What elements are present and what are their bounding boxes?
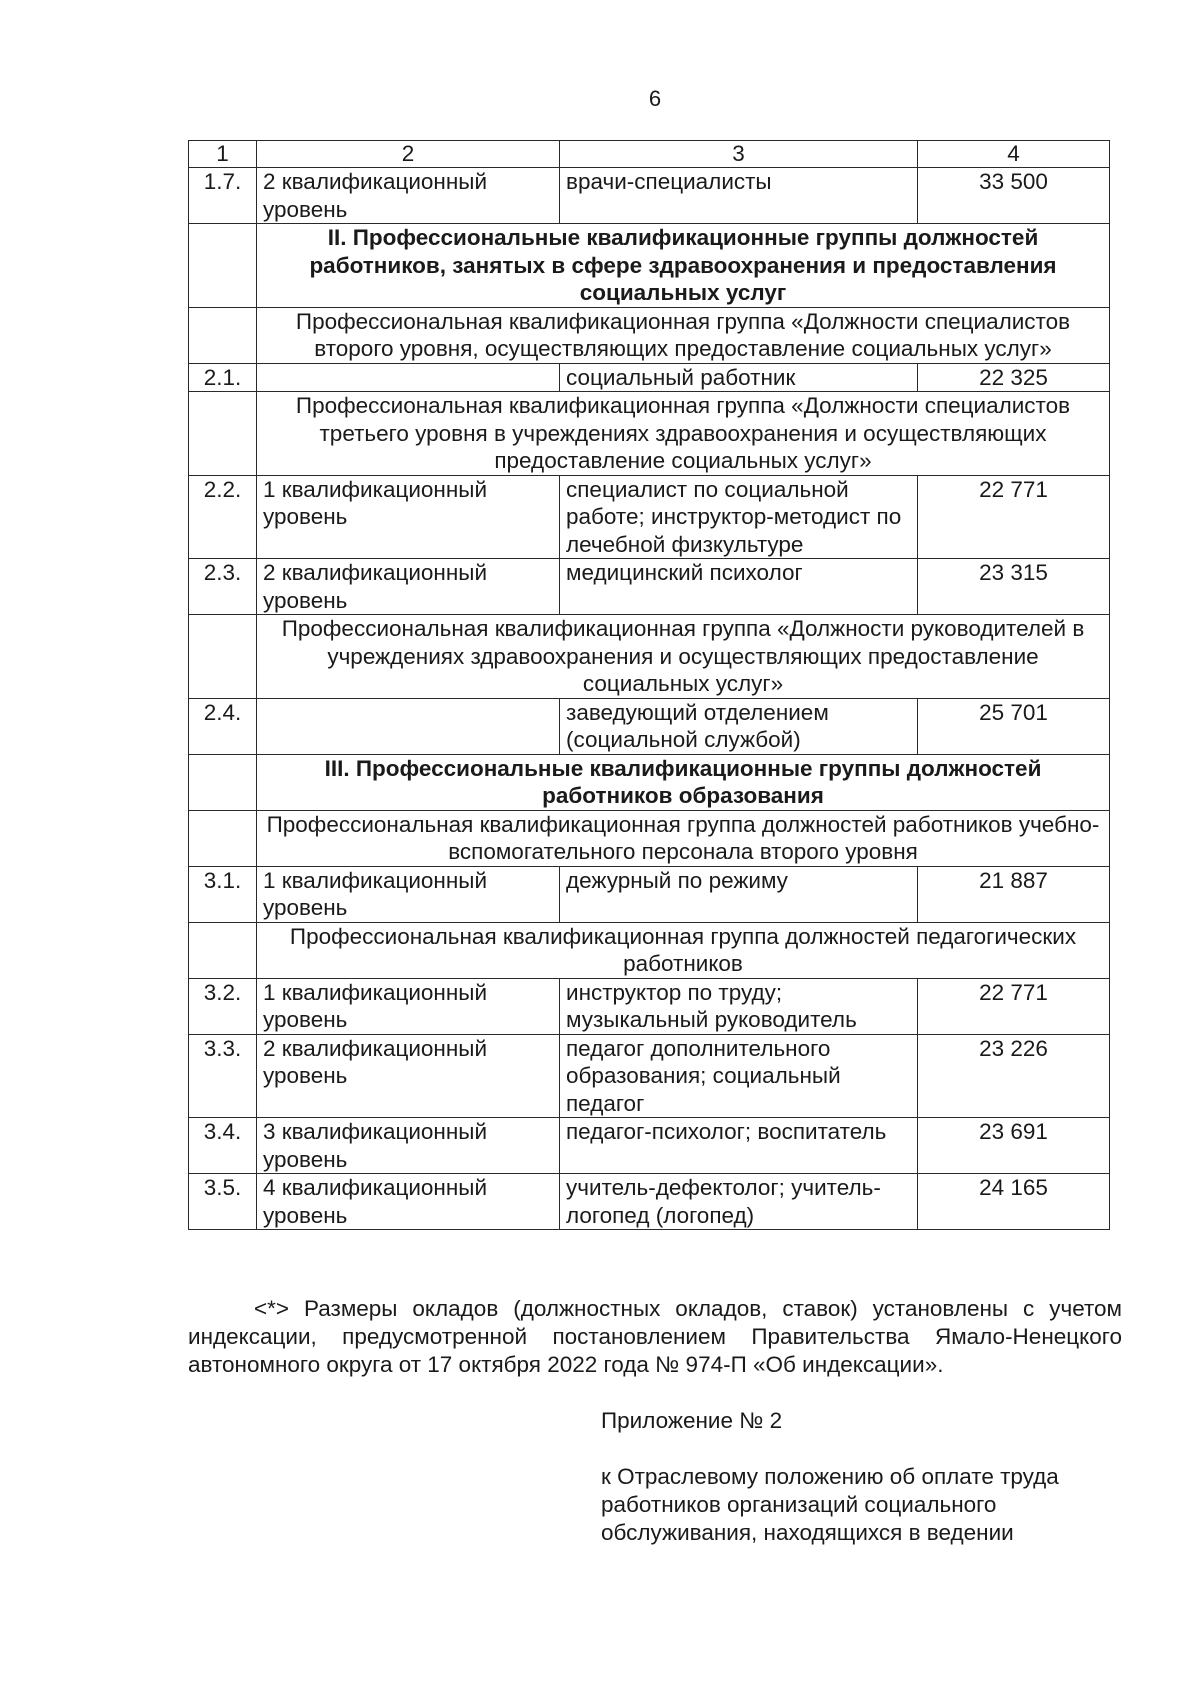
table-row [189, 698, 1110, 754]
page-number: 6 [648, 86, 662, 111]
table-row [189, 168, 1110, 224]
qualification-level: 1 квалификационный уровень [257, 475, 560, 559]
group-heading-row [189, 922, 1110, 978]
row-number: 3.1. [189, 866, 257, 922]
qualification-level: 3 квалификационный уровень [257, 1118, 560, 1174]
qualification-level: 4 квалификационный уровень [257, 1174, 560, 1230]
row-number: 3.2. [189, 978, 257, 1034]
row-number [189, 754, 257, 810]
section-heading: III. Профессиональные квалификационные группы должностей работников образования [257, 754, 1110, 810]
section-heading-row [189, 754, 1110, 810]
header-cell-3: 3 [560, 141, 918, 168]
salary-amount: 22 771 [918, 978, 1110, 1034]
position-title: социальный работник [560, 363, 918, 392]
appendix-title: Приложение № 2 [601, 1408, 783, 1433]
table-row [189, 866, 1110, 922]
position-title: медицинский психолог [560, 559, 918, 615]
group-heading: Профессиональная квалификационная группа «Должности руководителей в учреждениях здравоохранения и осуществляющих предоставление социальных услуг» [257, 615, 1110, 699]
salary-amount: 23 315 [918, 559, 1110, 615]
row-number: 2.1. [189, 363, 257, 392]
salary-amount: 24 165 [918, 1174, 1110, 1230]
position-title: педагог-психолог; воспитатель [560, 1118, 918, 1174]
salary-amount: 21 887 [918, 866, 1110, 922]
salary-amount: 22 771 [918, 475, 1110, 559]
position-title: специалист по социальной работе; инструктор-методист по лечебной физкультуре [560, 475, 918, 559]
group-heading-row [189, 392, 1110, 476]
salary-amount: 23 226 [918, 1034, 1110, 1118]
position-title: педагог дополнительного образования; социальный педагог [560, 1034, 918, 1118]
group-heading-row [189, 615, 1110, 699]
group-heading: Профессиональная квалификационная группа должностей педагогических работников [257, 922, 1110, 978]
salary-amount: 23 691 [918, 1118, 1110, 1174]
qualification-level [257, 698, 560, 754]
salary-table [188, 140, 1110, 1230]
table-row [189, 559, 1110, 615]
table-header-row [189, 141, 1110, 168]
row-number: 1.7. [189, 168, 257, 224]
row-number [189, 224, 257, 308]
footnote: <*> Размеры окладов (должностных окладов, ставок) установлены с учетом индексации, предусмотренной постановлением Правительства Ямало-Ненецкого автономного округа от 17 октября 2022 года № 974-П «Об индексации». [188, 1296, 1122, 1377]
salary-amount: 25 701 [918, 698, 1110, 754]
row-number: 2.2. [189, 475, 257, 559]
group-heading-row [189, 810, 1110, 866]
position-title: дежурный по режиму [560, 866, 918, 922]
row-number [189, 810, 257, 866]
salary-amount: 22 325 [918, 363, 1110, 392]
qualification-level: 2 квалификационный уровень [257, 1034, 560, 1118]
group-heading: Профессиональная квалификационная группа «Должности специалистов третьего уровня в учреждениях здравоохранения и осуществляющих предоставление социальных услуг» [257, 392, 1110, 476]
qualification-level [257, 363, 560, 392]
row-number [189, 392, 257, 476]
row-number: 2.4. [189, 698, 257, 754]
salary-amount: 33 500 [918, 168, 1110, 224]
table-row [189, 1034, 1110, 1118]
row-number: 3.3. [189, 1034, 257, 1118]
qualification-level: 1 квалификационный уровень [257, 978, 560, 1034]
position-title: инструктор по труду; музыкальный руководитель [560, 978, 918, 1034]
table-row [189, 363, 1110, 392]
table-row [189, 1174, 1110, 1230]
header-cell-4: 4 [918, 141, 1110, 168]
position-title: врачи-специалисты [560, 168, 918, 224]
row-number: 2.3. [189, 559, 257, 615]
group-heading: Профессиональная квалификационная группа «Должности специалистов второго уровня, осуществляющих предоставление социальных услуг» [257, 307, 1110, 363]
row-number [189, 615, 257, 699]
row-number: 3.5. [189, 1174, 257, 1230]
appendix-text: к Отраслевому положению об оплате труда работников организаций социального обслуживания, находящихся в ведении [601, 1464, 1059, 1545]
table-row [189, 978, 1110, 1034]
section-heading: II. Профессиональные квалификационные группы должностей работников, занятых в сфере здравоохранения и предоставления социальных услуг [257, 224, 1110, 308]
row-number [189, 922, 257, 978]
section-heading-row [189, 224, 1110, 308]
row-number [189, 307, 257, 363]
row-number: 3.4. [189, 1118, 257, 1174]
qualification-level: 2 квалификационный уровень [257, 559, 560, 615]
position-title: учитель-дефектолог; учитель-логопед (логопед) [560, 1174, 918, 1230]
table-row [189, 1118, 1110, 1174]
group-heading: Профессиональная квалификационная группа должностей работников учебно-вспомогательного персонала второго уровня [257, 810, 1110, 866]
position-title: заведующий отделением (социальной службой) [560, 698, 918, 754]
qualification-level: 1 квалификационный уровень [257, 866, 560, 922]
table-row [189, 475, 1110, 559]
group-heading-row [189, 307, 1110, 363]
header-cell-2: 2 [257, 141, 560, 168]
qualification-level: 2 квалификационный уровень [257, 168, 560, 224]
header-cell-1: 1 [189, 141, 257, 168]
